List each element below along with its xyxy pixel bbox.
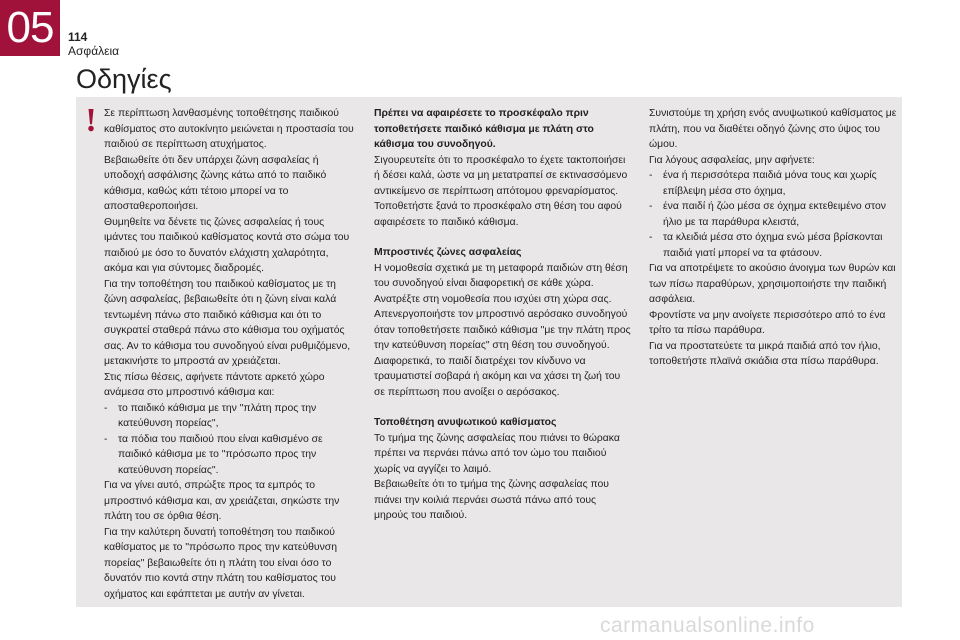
paragraph: Για λόγους ασφαλείας, μην αφήνετε: xyxy=(649,154,815,166)
warning-heading: Πρέπει να αφαιρέσετε το προσκέφαλο πριν τοποθετήσετε παιδικό κάθισμα με πλάτη στο κάθισμα του συνοδηγού. xyxy=(374,108,594,150)
list-item: - τα κλειδιά μέσα στο όχημα ενώ μέσα βρίσκονται παιδιά γιατί μπορεί να τα φτάσουν. xyxy=(649,232,883,259)
page-title: Οδηγίες xyxy=(76,64,172,94)
paragraph: Στις πίσω θέσεις, αφήνετε πάντοτε αρκετό χώρο ανάμεσα στο μπροστινό κάθισμα και: xyxy=(104,371,325,398)
paragraph: Το τμήμα της ζώνης ασφαλείας που πιάνει το θώρακα πρέπει να περνάει πάνω από τον ώμο του παιδιού χωρίς να αγγίζει το λαιμό. xyxy=(374,432,620,475)
list-item: - τα πόδια του παιδιού που είναι καθισμένο σε παιδικό κάθισμα με το "πρόσωπο προς την κατεύθυνση πορείας". xyxy=(104,433,323,476)
paragraph: Για να γίνει αυτό, σπρώξτε προς τα εμπρός το μπροστινό κάθισμα και, αν χρειάζεται, σηκώστε την πλάτη του σε όρθια θέση. xyxy=(104,480,340,522)
paragraph: Για να αποτρέψετε το ακούσιο άνοιγμα των θυρών και των πίσω παραθύρων, χρησιμοποιήστε την παιδική ασφάλεια. xyxy=(649,263,896,305)
list-item: - ένα ή περισσότερα παιδιά μόνα τους και χωρίς επίβλεψη μέσα στο όχημα, xyxy=(649,170,877,197)
chapter-number-tab: 05 xyxy=(0,0,60,56)
section-heading: Τοποθέτηση ανυψωτικού καθίσματος xyxy=(374,417,557,428)
section-heading: Μπροστινές ζώνες ασφαλείας xyxy=(374,247,522,258)
paragraph: Φροντίστε να μην ανοίγετε περισσότερο από το ένα τρίτο τα πίσω παράθυρα. xyxy=(649,309,886,336)
section-name: Ασφάλεια xyxy=(68,44,120,58)
paragraph: Για την καλύτερη δυνατή τοποθέτηση του παιδικού καθίσματος με το "πρόσωπο προς την κατεύθυνση πορείας" βεβαιωθείτε ότι η πλάτη του είναι όσο το δυνατόν πιο κοντά στην πλάτη του καθίσματος του οχήματος και εφάπτεται με αυτήν αν γίνεται. xyxy=(104,526,338,600)
paragraph: Θυμηθείτε να δένετε τις ζώνες ασφαλείας ή τους ιμάντες του παιδικού καθίσματος κοντά στο σώμα του παιδιού με όσο το δυνατόν ελάχιστη χαλαρότητα, ακόμα και για σύντομες διαδρομές. xyxy=(104,216,350,274)
paragraph: Βεβαιωθείτε ότι το τμήμα της ζώνης ασφαλείας που πιάνει την κοιλιά περνάει σωστά πάνω από τους μηρούς του παιδιού. xyxy=(374,479,609,521)
paragraph: Για να προστατεύετε τα μικρά παιδιά από τον ήλιο, τοποθετήστε πλαϊνά σκιάδια στα πίσω παράθυρα. xyxy=(649,340,881,367)
paragraph: Απενεργοποιήστε τον μπροστινό αερόσακο συνοδηγού όταν τοποθετήσετε παιδικό κάθισμα "με την πλάτη προς την κατεύθυνση πορείας" στη θέση του συνοδηγού. xyxy=(374,309,631,351)
column-right xyxy=(649,106,899,370)
list-item: - ένα παιδί ή ζώο μέσα σε όχημα εκτεθειμένο στον ήλιο με τα παράθυρα κλειστά, xyxy=(649,201,886,228)
exclamation-icon: ! xyxy=(85,102,97,139)
watermark: carmanualsonline.info xyxy=(600,614,815,637)
list-item: - το παιδικό κάθισμα με την "πλάτη προς την κατεύθυνση πορείας", xyxy=(104,402,317,429)
paragraph: Συνιστούμε τη χρήση ενός ανυψωτικού καθίσματος με πλάτη, που να διαθέτει οδηγό ζώνης στο ύψος του ώμου. xyxy=(649,108,897,150)
column-middle xyxy=(374,106,632,524)
paragraph: Η νομοθεσία σχετικά με τη μεταφορά παιδιών στη θέση του συνοδηγού είναι διαφορετική σε κάθε χώρα. Ανατρέξτε στη νομοθεσία που ισχύει στη χώρα σας. xyxy=(374,262,628,305)
paragraph: Σε περίπτωση λανθασμένης τοποθέτησης παιδικού καθίσματος στο αυτοκίνητο μειώνεται η προστασία του παιδιού σε περίπτωση ατυχήματος. xyxy=(104,108,354,150)
column-left xyxy=(104,106,354,602)
paragraph: Διαφορετικά, το παιδί διατρέχει τον κίνδυνο να τραυματιστεί σοβαρά ή ακόμη και να χάσει τη ζωή του σε περίπτωση που ανοίξει ο αερόσακος. xyxy=(374,355,621,398)
paragraph: Για την τοποθέτηση του παιδικού καθίσματος με τη ζώνη ασφαλείας, βεβαιωθείτε ότι η ζώνη είναι καλά τεντωμένη πάνω στο παιδικό κάθισμα και ότι το συγκρατεί σταθερά πάνω στο κάθισμα του οχήματός σας. Αν το κάθισμα του συνοδηγού είναι ρυθμιζόμενο, μετακινήστε το μπροστά αν χρειάζεται. xyxy=(104,278,351,367)
paragraph: Σιγουρευτείτε ότι το προσκέφαλο το έχετε τακτοποιήσει ή δέσει καλά, ώστε να μη μετατραπεί σε εκτινασσόμενο αντικείμενο σε περίπτωση απότομου φρεναρίσματος. Τοποθετήστε ξανά το προσκέφαλο στη θέση του αφού αφαιρέσετε το παιδικό κάθισμα. xyxy=(374,154,628,228)
page-number: 114 xyxy=(68,30,88,44)
paragraph: Βεβαιωθείτε ότι δεν υπάρχει ζώνη ασφαλείας ή υποδοχή ασφάλισης ζώνης κάτω από το παιδικό κάθισμα, καθώς κάτι τέτοιο μπορεί να το αποσταθεροποιήσει. xyxy=(104,154,327,212)
